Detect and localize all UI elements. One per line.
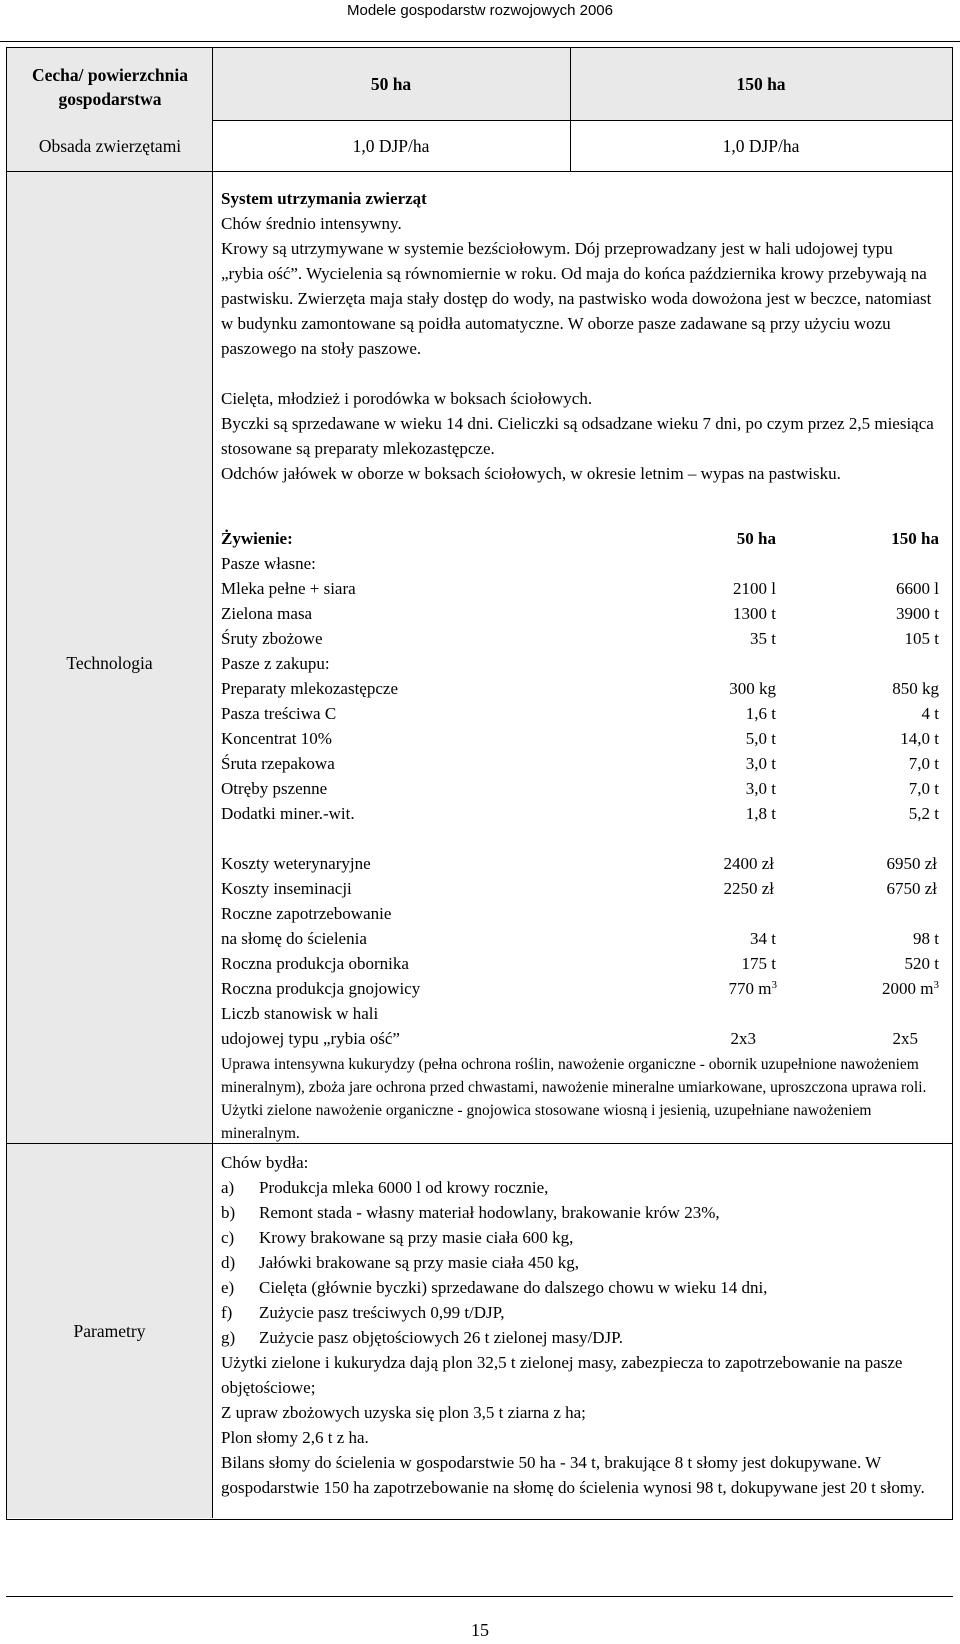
cost-row-stalls	[221, 1026, 918, 1051]
own-feed-label-text: Pasze własne:	[221, 554, 316, 573]
feed-row	[221, 676, 939, 701]
cost-150	[882, 976, 939, 1001]
label-column	[7, 48, 212, 1518]
col-divider	[212, 48, 213, 1518]
cost-name: Roczne zapotrzebowanie	[221, 904, 392, 923]
footer-rule	[6, 1596, 953, 1597]
list-key: c)	[221, 1228, 235, 1247]
cost-name: Liczb stanowisk w hali	[221, 1004, 379, 1023]
label-parametry: Parametry	[73, 1321, 146, 1341]
feed-row	[221, 626, 939, 651]
list-key: d)	[221, 1253, 236, 1272]
col-150-header: 150 ha	[736, 74, 786, 94]
cost-50: 2x3	[730, 1029, 756, 1048]
feed-name: Otręby pszenne	[221, 779, 328, 798]
list-item	[221, 1250, 951, 1275]
obsada-150: 1,0 DJP/ha	[722, 135, 800, 156]
list-item	[221, 1275, 951, 1300]
feed-row	[221, 576, 939, 601]
feed-150: 850 kg	[892, 679, 939, 698]
cost-row-insem	[221, 876, 937, 901]
param-text-3: Plon słomy 2,6 t z ha.	[221, 1428, 369, 1447]
list-item	[221, 1225, 951, 1250]
feeding-col-150: 150 ha	[891, 529, 939, 548]
label-technologia: Technologia	[66, 653, 153, 673]
own-feed-label	[221, 551, 721, 576]
system-p3: Cielęta, młodzież i porodówka w boksach ściołowych.	[221, 389, 593, 408]
cost-row-straw	[221, 926, 939, 951]
feed-150: 4 t	[921, 704, 939, 723]
label-cecha: Cecha/ powierzchnia gospodarstwa	[31, 65, 189, 109]
feed-50: 5,0 t	[745, 729, 776, 748]
cost-row-slurry	[221, 976, 939, 1001]
cattle-list	[221, 1175, 951, 1350]
list-key: a)	[221, 1178, 235, 1197]
cost-50	[729, 976, 777, 1001]
list-text: Produkcja mleka 6000 l od krowy rocznie,	[259, 1178, 549, 1197]
feed-name: Mleka pełne + siara	[221, 579, 356, 598]
feed-150: 7,0 t	[908, 779, 939, 798]
cost-name: na słomę do ścielenia	[221, 929, 367, 948]
feed-row	[221, 601, 939, 626]
feed-50: 3,0 t	[745, 779, 776, 798]
cost-name: Koszty inseminacji	[221, 879, 352, 898]
cost-150: 520 t	[904, 954, 939, 973]
param-text-4: Bilans słomy do ścielenia w gospodarstwie 50 ha - 34 t, brakujące 8 t słomy jest dokupywane. W gospodarstwie 150 ha zapotrzebowanie na słomę do ścielenia wynosi 98 t, dokupywane jest 20 t słomy.	[221, 1453, 925, 1497]
feed-50: 3,0 t	[745, 754, 776, 773]
system-heading: System utrzymania zwierząt	[221, 189, 427, 208]
cattle-heading: Chów bydła:	[221, 1153, 309, 1172]
feed-row	[221, 801, 939, 826]
cost-150: 6750 zł	[886, 879, 937, 898]
list-text: Remont stada - własny materiał hodowlany, brakowanie krów 23%,	[259, 1203, 720, 1222]
feed-50: 1,6 t	[745, 704, 776, 723]
feed-150: 105 t	[904, 629, 939, 648]
feed-150: 3900 t	[896, 604, 939, 623]
feed-name: Pasza treściwa C	[221, 704, 337, 723]
feeding-heading: Żywienie:	[221, 529, 293, 548]
list-text: Cielęta (głównie byczki) sprzedawane do dalszego chowu w wieku 14 dni,	[259, 1278, 768, 1297]
feed-name: Śruty zbożowe	[221, 629, 323, 648]
feeding-col-50: 50 ha	[736, 529, 776, 548]
list-item	[221, 1300, 951, 1325]
slurry-50-value: 770 m	[728, 979, 772, 998]
label-obsada: Obsada zwierzętami	[38, 136, 182, 156]
feed-150: 5,2 t	[908, 804, 939, 823]
feed-name: Dodatki miner.-wit.	[221, 804, 355, 823]
cost-50: 2250 zł	[723, 879, 774, 898]
system-p5: Odchów jałówek w oborze w boksach ściołowych, w okresie letnim – wypas na pastwisku.	[221, 464, 841, 483]
cost-name: Roczna produkcja gnojowicy	[221, 979, 421, 998]
feed-name: Zielona masa	[221, 604, 313, 623]
list-item	[221, 1200, 951, 1225]
system-p1: Chów średnio intensywny.	[221, 214, 402, 233]
feed-row	[221, 726, 939, 751]
system-p4: Byczki są sprzedawane w wieku 14 dni. Cieliczki są odsadzane wieku 7 dni, po czym przez 2,5 miesiąca stosowane są preparaty mlekozastępcze.	[221, 414, 934, 458]
list-item	[221, 1175, 951, 1200]
cost-name: Koszty weterynaryjne	[221, 854, 371, 873]
feed-50: 35 t	[750, 629, 776, 648]
feed-row	[221, 776, 939, 801]
feed-50: 1,8 t	[745, 804, 776, 823]
feed-50: 2100 l	[733, 579, 776, 598]
cost-name: Roczna produkcja obornika	[221, 954, 409, 973]
cost-150: 2x5	[892, 1029, 918, 1048]
cost-name: udojowej typu „rybia ość”	[221, 1029, 400, 1048]
page-number: 15	[471, 1620, 489, 1640]
feed-row	[221, 751, 939, 776]
row-divider	[7, 171, 952, 172]
feed-row	[221, 701, 939, 726]
cubic-sup: 3	[933, 979, 939, 991]
list-key: f)	[221, 1303, 233, 1322]
cost-row-straw-l1	[221, 901, 721, 926]
list-key: b)	[221, 1203, 236, 1222]
feed-150: 6600 l	[896, 579, 939, 598]
bought-feed-label-text: Pasze z zakupu:	[221, 654, 330, 673]
slurry-150-value: 2000 m	[882, 979, 934, 998]
feed-name: Preparaty mlekozastępcze	[221, 679, 398, 698]
feed-name: Śruta rzepakowa	[221, 754, 335, 773]
cost-row-vet	[221, 851, 937, 876]
system-p2: Krowy są utrzymywane w systemie bezściołowym. Dój przeprowadzany jest w hali udojowej typu „rybia ość”. Wycielenia są równomiernie w roku. Od maja do końca października krowy przebywają na pastwisku. Zwierzęta maja stały dostęp do wody, na pastwisko woda dowożona jest w beczce, natomiast w budynku zamontowane są poidła automatyczne. W oborze pasze zadawane są przy użyciu wozu paszowego na stoły paszowe.	[221, 239, 932, 358]
list-key: g)	[221, 1328, 236, 1347]
cost-50: 34 t	[750, 929, 776, 948]
cost-50: 2400 zł	[723, 854, 774, 873]
col-50-header: 50 ha	[370, 74, 412, 94]
cost-150: 98 t	[913, 929, 939, 948]
cubic-sup: 3	[771, 979, 777, 991]
list-text: Krowy brakowane są przy masie ciała 600 kg,	[259, 1228, 574, 1247]
cost-150: 6950 zł	[886, 854, 937, 873]
running-header: Modele gospodarstw rozwojowych 2006	[347, 2, 613, 19]
cost-50: 175 t	[741, 954, 776, 973]
feeding-header	[221, 526, 939, 551]
feed-50: 300 kg	[729, 679, 776, 698]
list-key: e)	[221, 1278, 235, 1297]
param-text-1: Użytki zielone i kukurydza dają plon 32,5 t zielonej masy, zabezpiecza to zapotrzebowanie na pasze objętościowe;	[221, 1353, 903, 1397]
crops-paragraph: Uprawa intensywna kukurydzy (pełna ochrona roślin, nawożenie organiczne - obornik uzupełnione nawożeniem mineralnym), zboża jare ochrona przed chwastami, nawożenie mineralne umiarkowane, uproszczona uprawa roli. Użytki zielone nawożenie organiczne - gnojowica stosowane wiosną i jesienią, uzupełniane nawożeniem mineralnym.	[221, 1056, 927, 1142]
header-rule	[0, 41, 960, 42]
feed-name: Koncentrat 10%	[221, 729, 332, 748]
feed-50: 1300 t	[733, 604, 776, 623]
list-text: Jałówki brakowane są przy masie ciała 450 kg,	[259, 1253, 580, 1272]
obsada-50: 1,0 DJP/ha	[352, 135, 430, 156]
list-text: Zużycie pasz objętościowych 26 t zielonej masy/DJP.	[259, 1328, 623, 1347]
bought-feed-label	[221, 651, 721, 676]
list-text: Zużycie pasz treściwych 0,99 t/DJP,	[259, 1303, 505, 1322]
cost-row-manure	[221, 951, 939, 976]
feed-150: 7,0 t	[908, 754, 939, 773]
cost-row-stalls-l1	[221, 1001, 721, 1026]
feed-150: 14,0 t	[900, 729, 939, 748]
list-item	[221, 1325, 951, 1350]
param-text-2: Z upraw zbożowych uzyska się plon 3,5 t ziarna z ha;	[221, 1403, 586, 1422]
